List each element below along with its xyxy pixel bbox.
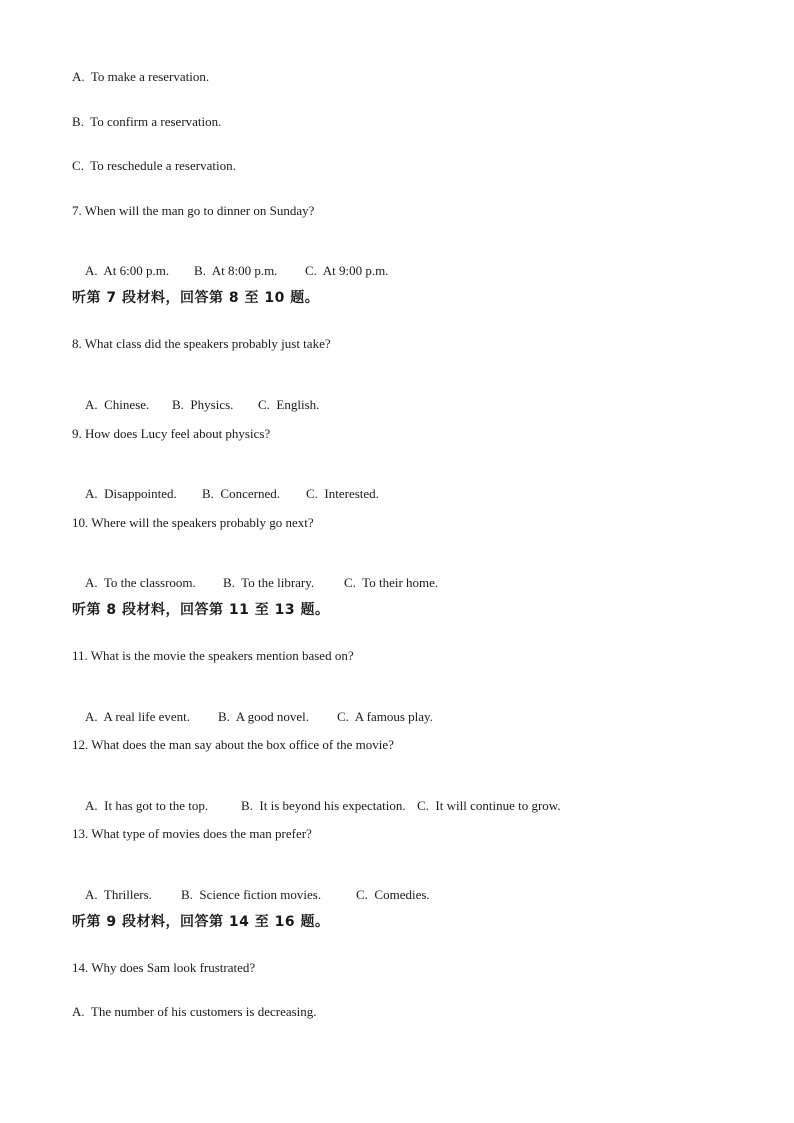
option-6b: B. To confirm a reservation. [72,114,222,129]
question-14: 14. Why does Sam look frustrated? [72,960,256,975]
option-13b: B. Science fiction movies. [181,887,322,902]
section-heading-8: 听第 8 段材料，回答第 11 至 13 题。 [72,602,330,618]
options-9 [72,470,379,518]
option-10a: A. To the classroom. [85,575,196,590]
option-8c: C. English. [258,397,320,412]
option-14a: A. The number of his customers is decreasing. [72,1004,317,1019]
option-9b: B. Concerned. [202,486,280,501]
option-13c: C. Comedies. [356,887,430,902]
option-7a: A. At 6:00 p.m. [85,263,170,278]
options-10 [72,559,438,607]
question-7: 7. When will the man go to dinner on Sunday? [72,203,315,218]
section-heading-9: 听第 9 段材料，回答第 14 至 16 题。 [72,914,330,930]
option-11a: A. A real life event. [85,709,191,724]
option-8b: B. Physics. [172,397,234,412]
question-12: 12. What does the man say about the box office of the movie? [72,737,394,752]
question-13: 13. What type of movies does the man prefer? [72,826,312,841]
options-7 [72,247,388,295]
options-8 [72,381,319,429]
options-11 [72,693,433,741]
option-7b: B. At 8:00 p.m. [194,263,278,278]
options-12 [72,782,561,830]
question-9: 9. How does Lucy feel about physics? [72,426,271,441]
option-11b: B. A good novel. [218,709,310,724]
option-12a: A. It has got to the top. [85,798,209,813]
question-8: 8. What class did the speakers probably just take? [72,336,331,351]
option-12c: C. It will continue to grow. [417,798,561,813]
option-10c: C. To their home. [344,575,439,590]
option-9c: C. Interested. [306,486,379,501]
question-11: 11. What is the movie the speakers mention based on? [72,648,354,663]
option-10b: B. To the library. [223,575,315,590]
option-6a: A. To make a reservation. [72,69,210,84]
option-11c: C. A famous play. [337,709,433,724]
question-10: 10. Where will the speakers probably go next? [72,515,314,530]
option-12b: B. It is beyond his expectation. [241,798,406,813]
option-9a: A. Disappointed. [85,486,177,501]
options-13 [72,871,430,919]
option-8a: A. Chinese. [85,397,150,412]
option-7c: C. At 9:00 p.m. [305,263,389,278]
option-6c: C. To reschedule a reservation. [72,158,236,173]
option-13a: A. Thrillers. [85,887,152,902]
section-heading-7: 听第 7 段材料，回答第 8 至 10 题。 [72,290,320,306]
